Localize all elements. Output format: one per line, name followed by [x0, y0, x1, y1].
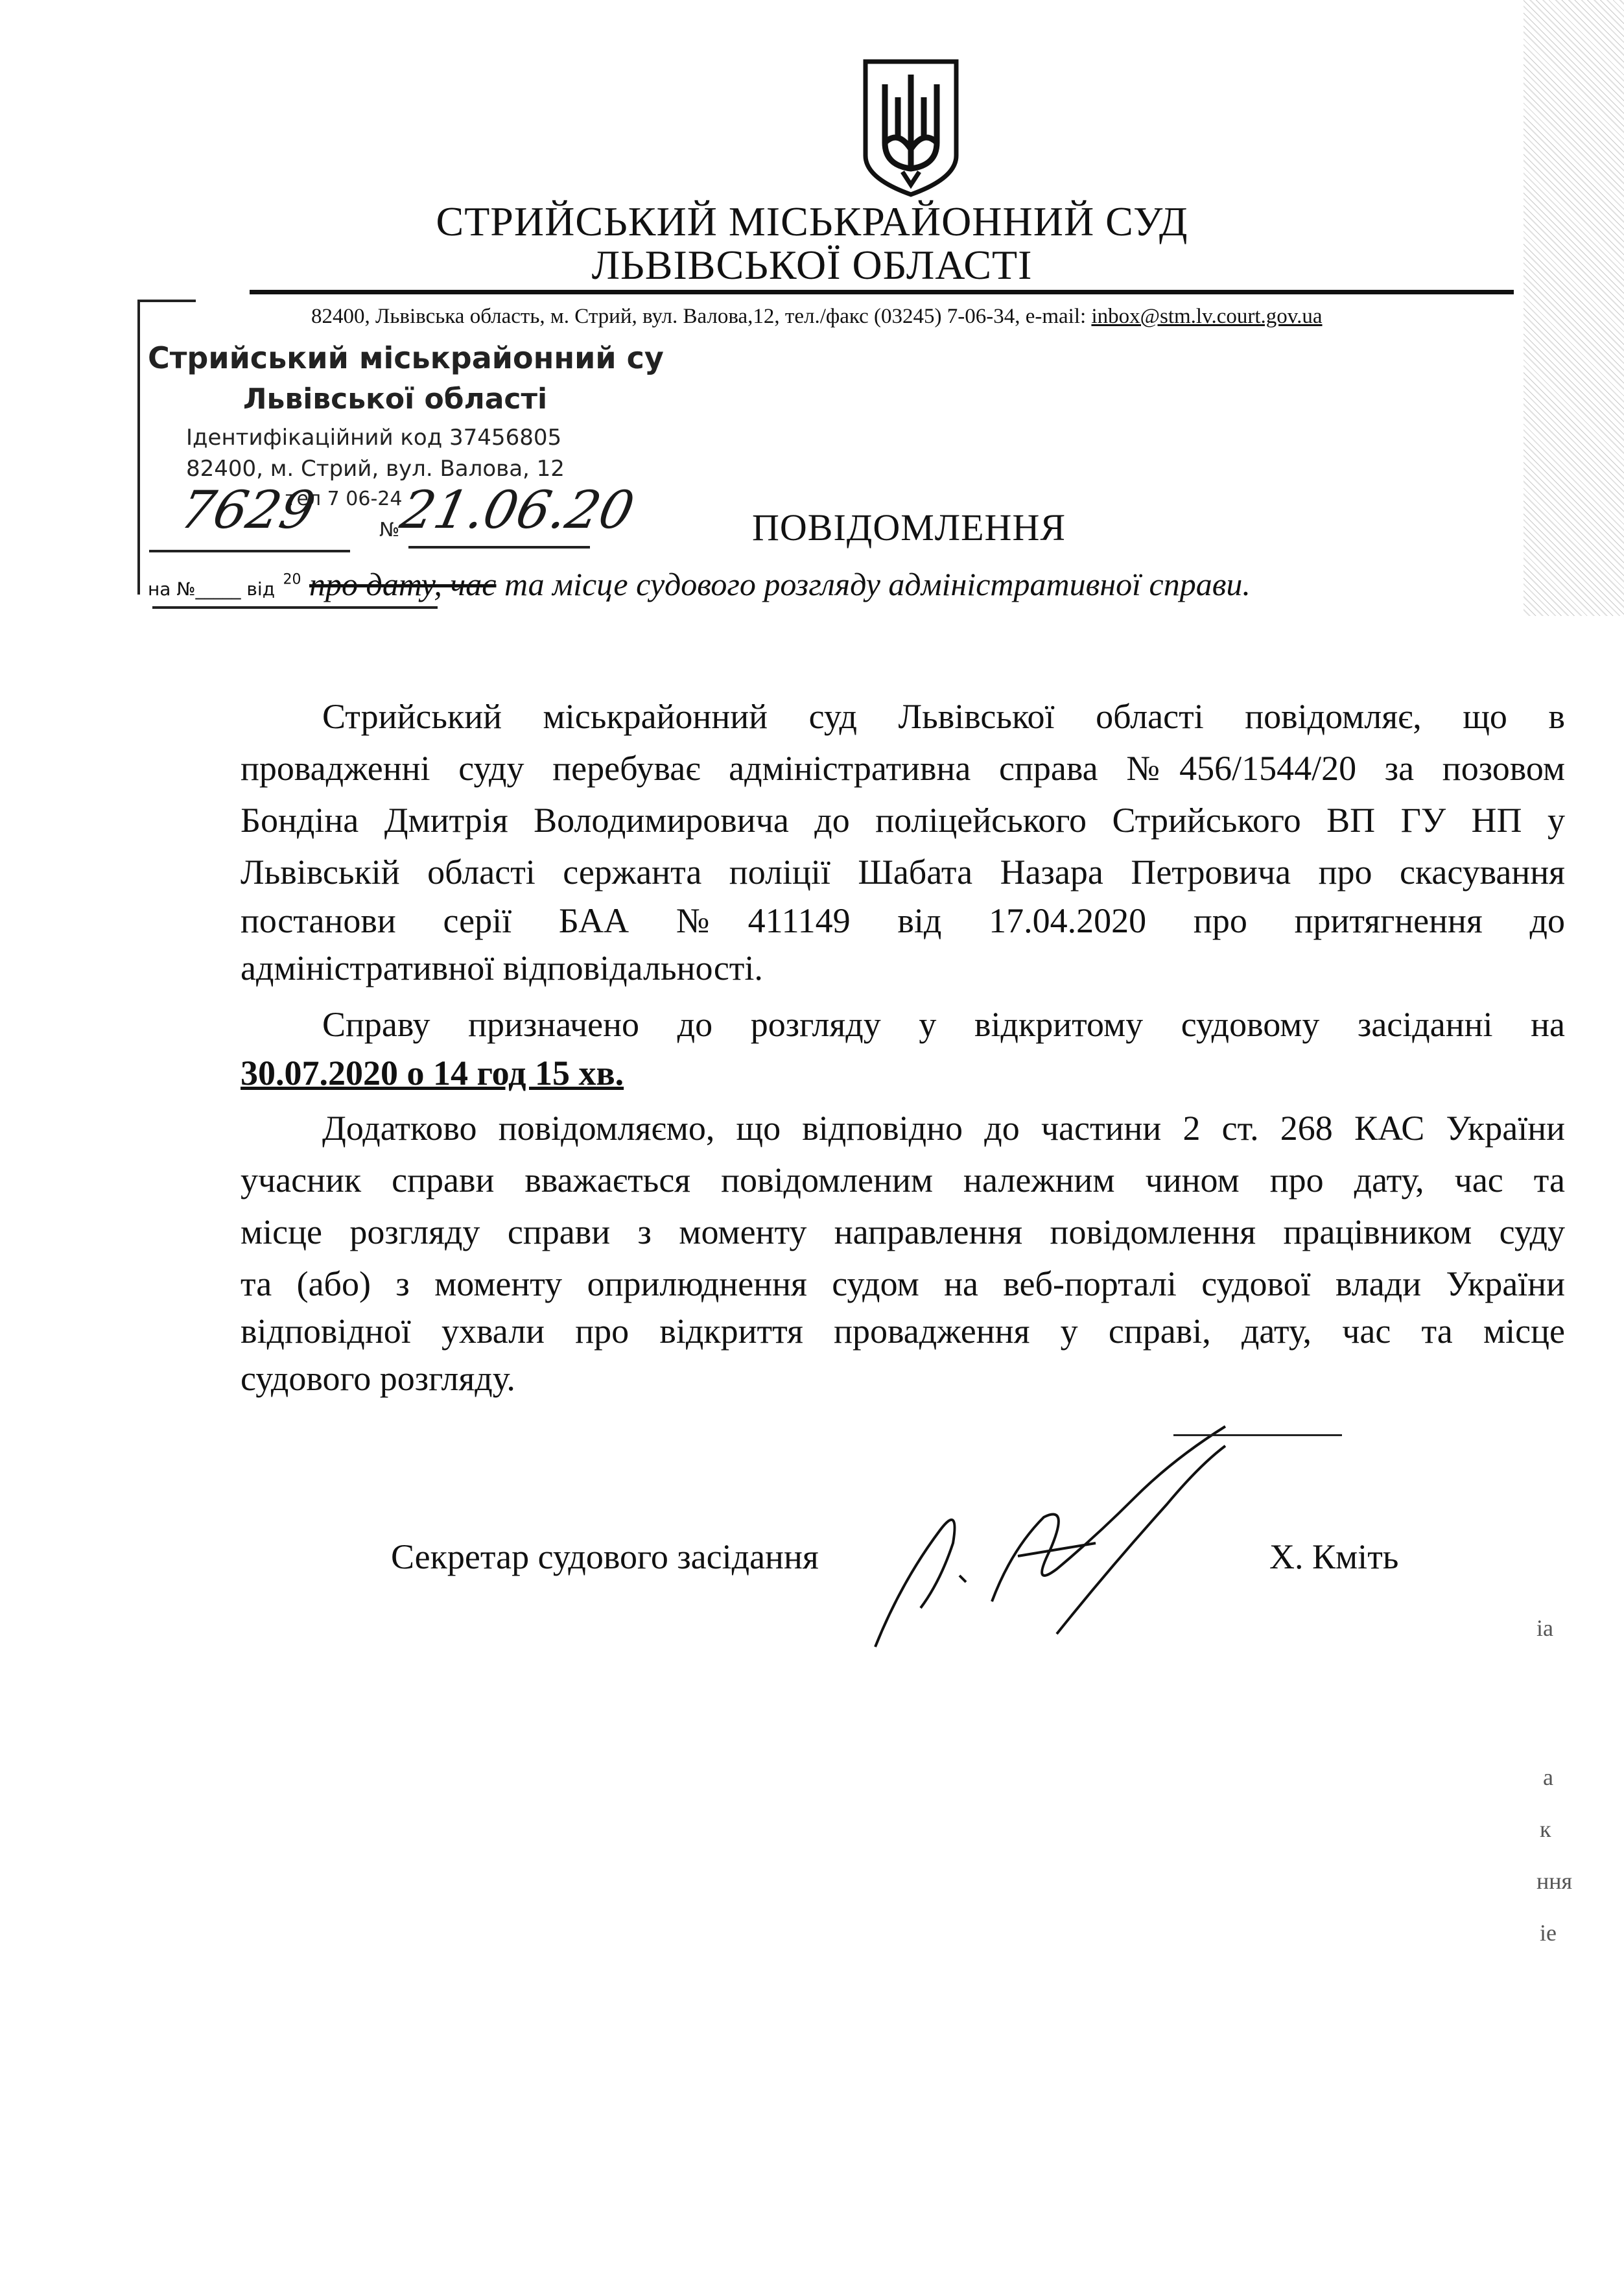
court-title-line2: ЛЬВІВСЬКОЇ ОБЛАСТІ — [591, 242, 1033, 288]
ref-from: від — [246, 578, 276, 600]
ref-label: на № — [148, 578, 196, 600]
subject-struck: про дату, час — [309, 566, 497, 602]
margin-fragment: а — [1543, 1764, 1553, 1790]
email-link[interactable]: inbox@stm.lv.court.gov.ua — [1091, 305, 1323, 328]
notice-subject: на №_____ від $^{20}$ про дату, час та місце судового розгляду адміністративної справи. — [148, 566, 1251, 602]
stamp-address: 82400, м. Стрий, вул. Валова, 12 — [186, 456, 565, 482]
body-line: та (або) з моменту оприлюднення судом на веб-порталі судової влади України — [241, 1264, 1565, 1303]
header-rule — [250, 290, 1514, 294]
coat-of-arms-trident-icon — [862, 58, 959, 198]
margin-fragment: іе — [1540, 1920, 1557, 1946]
scan-noise — [1524, 0, 1624, 616]
body-line: учасник справи вважається повідомленим належним чином про дату, час та — [241, 1161, 1565, 1199]
ref-underline — [152, 606, 438, 609]
outgoing-number: 7629 — [175, 480, 320, 540]
body-line: Стрийський міськрайонний суд Львівської області повідомляє, що в — [322, 697, 1565, 736]
court-title-line1: СТРИЙСЬКИЙ МІСЬКРАЙОННИЙ СУД — [436, 198, 1188, 244]
body-line: адміністративної відповідальності. — [241, 949, 763, 987]
stamp-id-code: Ідентифікаційний код 37456805 — [186, 425, 562, 451]
signatory-position: Секретар судового засідання — [391, 1537, 819, 1576]
body-line: Бондіна Дмитрія Володимировича до поліцейського Стрийського ВП ГУ НП у — [241, 801, 1565, 840]
subject-rest: та місце судового розгляду адміністративної справи. — [496, 566, 1251, 602]
body-line: Додатково повідомляємо, що відповідно до частини 2 ст. 268 КАС України — [322, 1109, 1565, 1148]
stamp-frame-top — [137, 300, 196, 302]
number-underline — [149, 550, 350, 552]
outgoing-date: 21.06.20 — [395, 480, 640, 540]
body-line: Справу призначено до розгляду у відкритому судовому засіданні на — [322, 1005, 1565, 1044]
address-text: 82400, Львівська область, м. Стрий, вул. Валова,12, тел./факс (03245) 7-06-34, e-mail: — [311, 305, 1092, 328]
stamp-region: Львівської області — [243, 383, 548, 416]
margin-fragment: іа — [1536, 1615, 1553, 1641]
stamp-court-name: Стрийський міськрайонний су — [148, 340, 664, 375]
date-underline — [408, 546, 590, 549]
body-line: Львівській області сержанта поліції Шабата Назара Петровича про скасування — [241, 853, 1565, 892]
body-line: постанови серії БАА №411149 від 17.04.2020 про притягнення до — [241, 901, 1565, 940]
stamp-phone: тел 7 06-24 — [285, 488, 403, 510]
handwritten-signature — [862, 1420, 1329, 1666]
body-line: відповідної ухвали про відкриття провадження у справі, дату, час та місце — [241, 1312, 1565, 1351]
margin-fragment: к — [1540, 1816, 1551, 1842]
hearing-datetime: 30.07.2020 о 14 год 15 хв. — [241, 1054, 624, 1093]
margin-fragment: ння — [1536, 1868, 1573, 1894]
body-line: місце розгляду справи з моменту направлення повідомлення працівником суду — [241, 1212, 1565, 1251]
court-address — [311, 305, 1323, 329]
number-sign: № — [379, 519, 400, 541]
body-line: судового розгляду. — [241, 1359, 515, 1398]
signature-line — [1173, 1434, 1342, 1436]
year-prefix: 20 — [283, 571, 301, 588]
notice-heading: ПОВІДОМЛЕННЯ — [752, 506, 1066, 549]
body-line: провадженні суду перебуває адміністративна справа №456/1544/20 за позовом — [241, 749, 1565, 788]
hearing-datetime-line — [241, 1054, 1565, 1093]
signatory-name: Х. Кміть — [1269, 1537, 1399, 1576]
stamp-frame — [137, 300, 140, 595]
